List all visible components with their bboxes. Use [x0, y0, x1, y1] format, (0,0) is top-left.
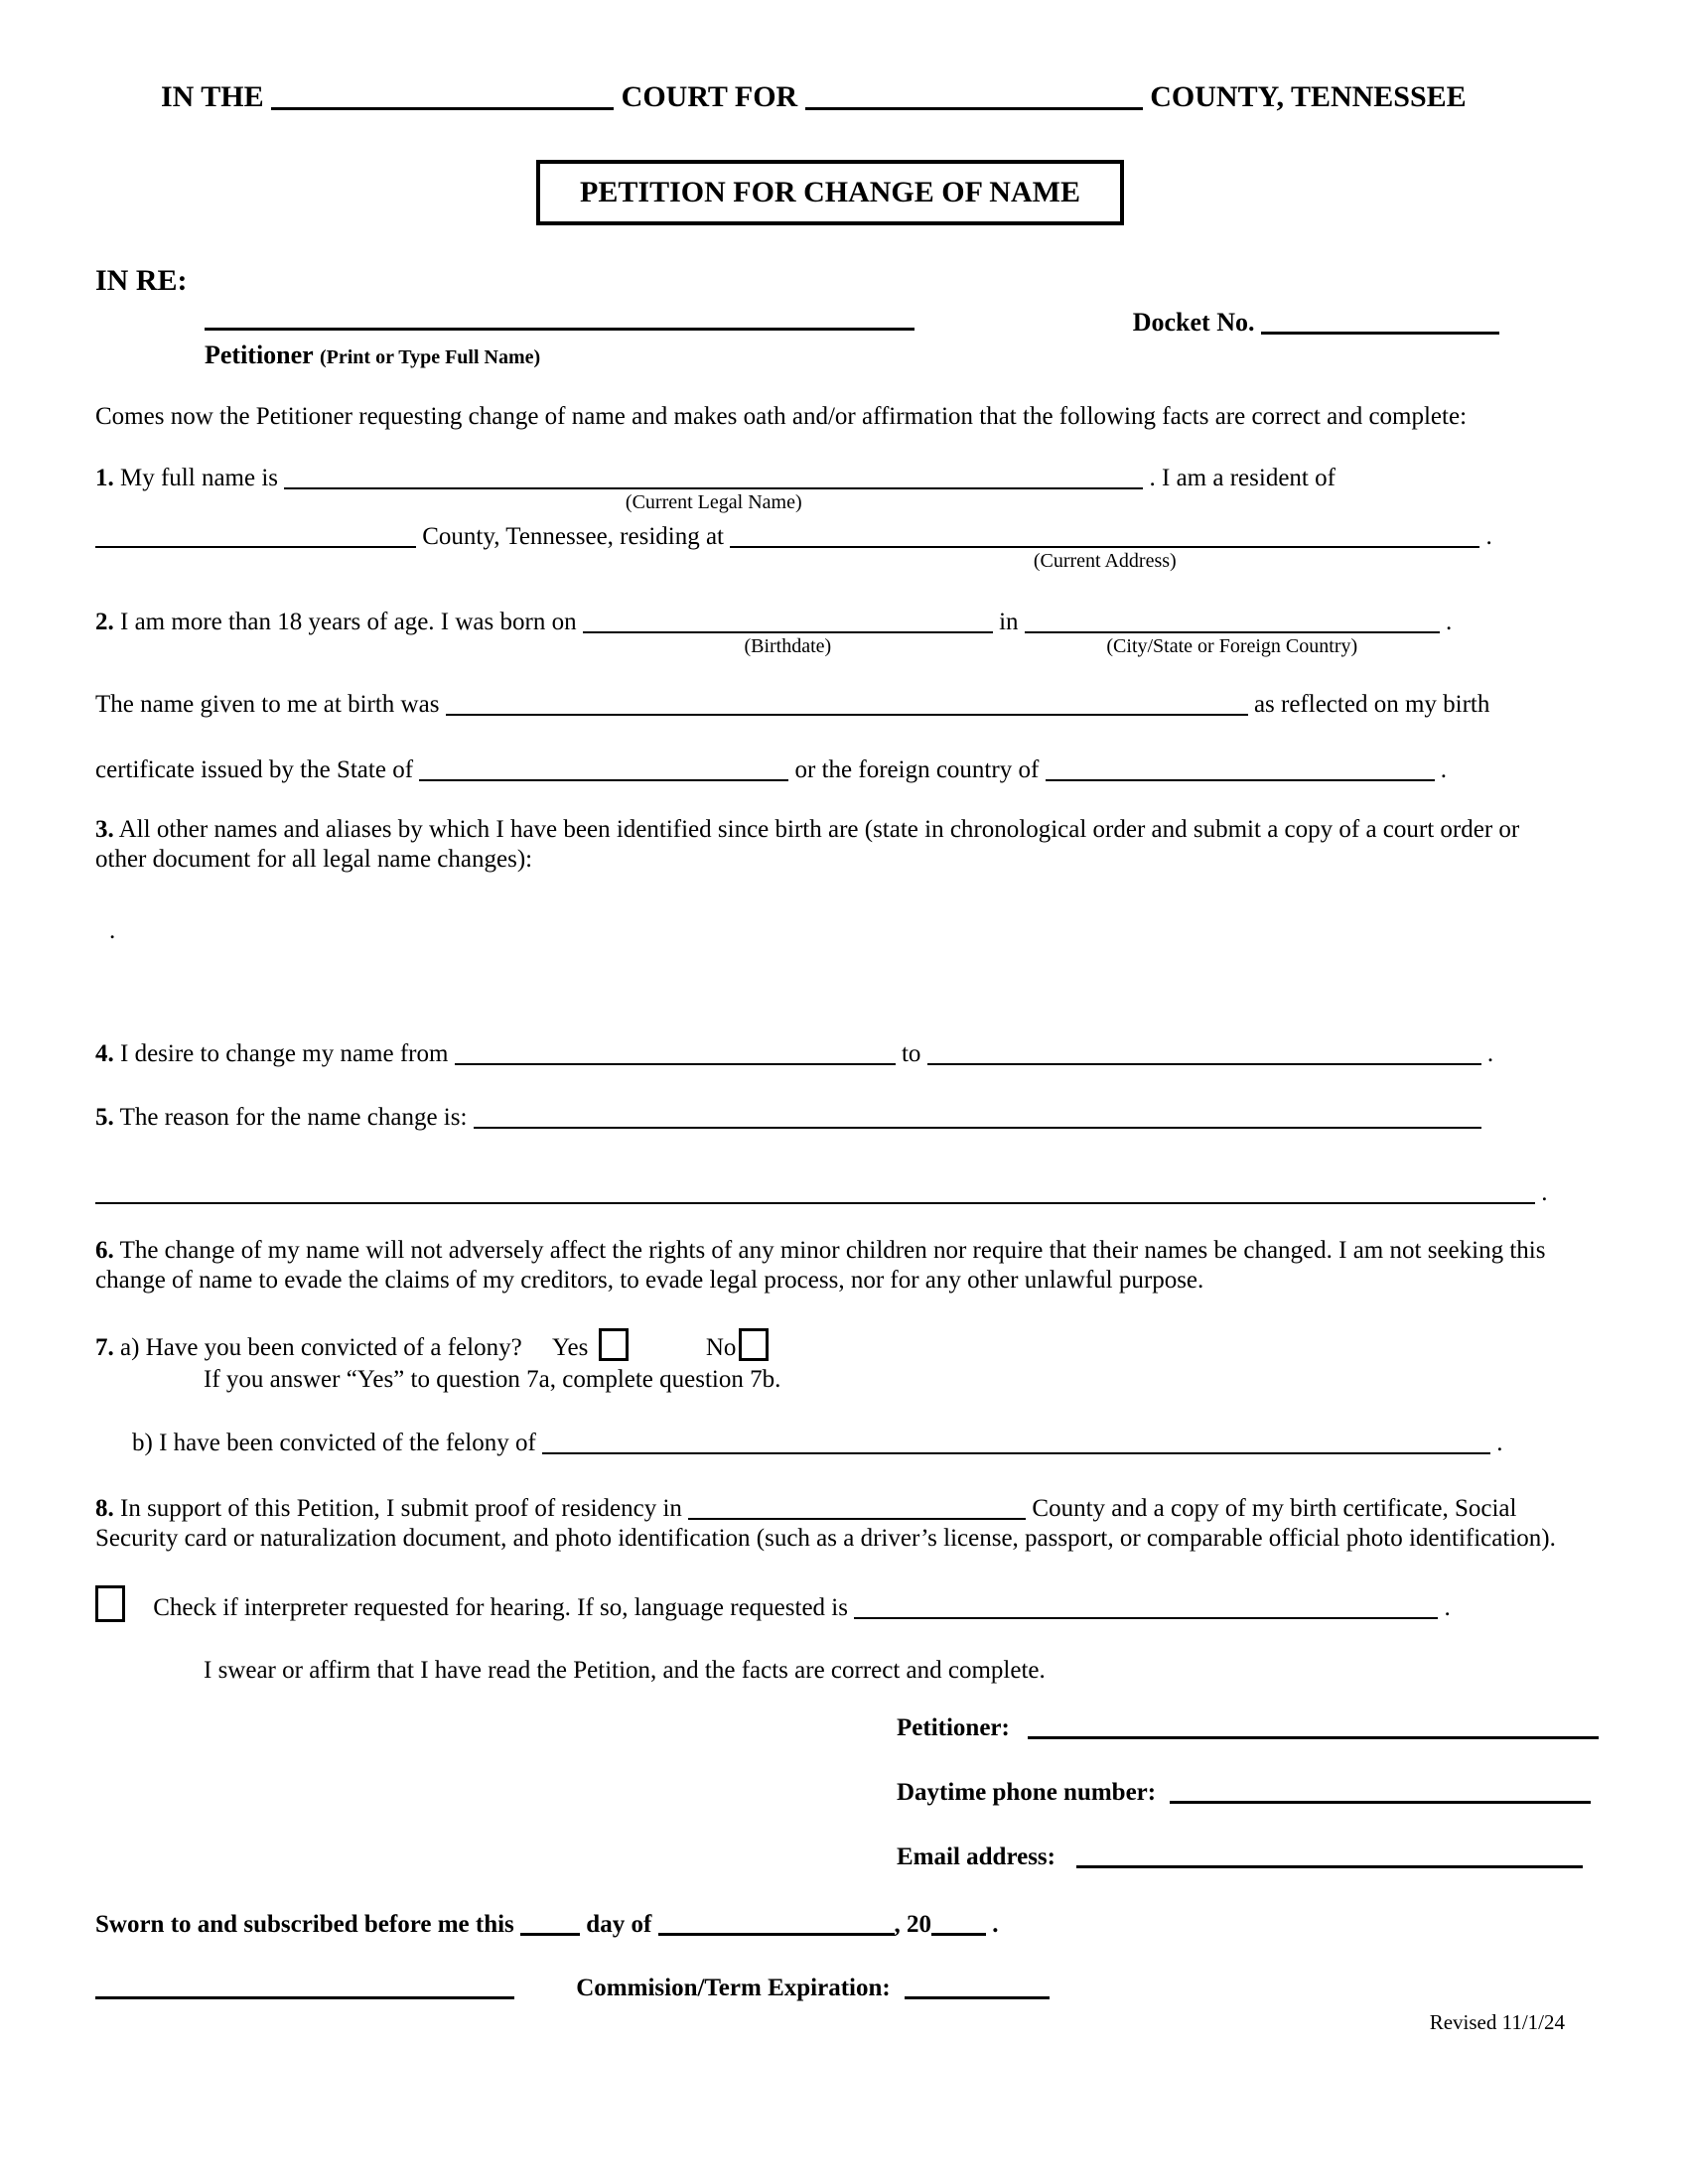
item-7b-period: . [1496, 1430, 1503, 1456]
docket-number-blank[interactable] [1261, 328, 1499, 335]
signature-petitioner-label: Petitioner: [897, 1714, 1010, 1741]
item-4-text-1: I desire to change my name from [120, 1040, 449, 1067]
item-2-text-3: . [1446, 609, 1453, 635]
revised-date: Revised 11/1/24 [1429, 2010, 1565, 2034]
item-4-text-2: to [901, 1040, 921, 1067]
current-legal-name-caption: (Current Legal Name) [625, 491, 802, 513]
item-2-line-3 [95, 755, 1565, 785]
item-1-text-1: My full name is [120, 465, 279, 491]
item-3-number: 3. [95, 816, 114, 843]
docket-label: Docket No. [1132, 308, 1255, 337]
item-1-text-2: . I am a resident of [1149, 465, 1336, 491]
birth-certificate-state-blank[interactable] [419, 775, 788, 781]
foreign-country-blank[interactable] [1046, 775, 1435, 781]
item-2-line-2 [95, 690, 1565, 720]
current-address-blank[interactable] [730, 542, 1479, 572]
interpreter-line [95, 1585, 1565, 1626]
item-2-text-5: as reflected on my birth [1253, 691, 1490, 718]
item-2-text-4: The name given to me at birth was [95, 691, 440, 718]
interpreter-period: . [1444, 1594, 1451, 1621]
county-name-blank[interactable] [805, 103, 1143, 110]
item-5-line-1 [95, 1103, 1565, 1133]
oath-paragraph: I swear or affirm that I have read the Petition, and the facts are correct and complete. [204, 1657, 1046, 1684]
item-6-text: The change of my name will not adversely affect the rights of any minor children nor require that their names be changed. I am not seeking this change of name to evade the claims of my creditors, to evade legal process, nor for any other unlawful purpose. [95, 1237, 1546, 1294]
signature-phone-label: Daytime phone number: [897, 1779, 1157, 1806]
item-1-number: 1. [95, 465, 114, 491]
item-8-paragraph [95, 1494, 1565, 1554]
item-8-number: 8. [95, 1495, 114, 1522]
name-change-from-blank[interactable] [455, 1059, 896, 1065]
sworn-text-4: . [992, 1911, 999, 1938]
sworn-text-2: day of [586, 1911, 652, 1938]
commission-expiration-blank[interactable] [905, 1992, 1050, 1999]
reason-blank-2[interactable] [95, 1198, 1535, 1204]
sworn-text-1: Sworn to and subscribed before me this [95, 1911, 514, 1938]
court-header [95, 79, 1565, 115]
item-7b-line [132, 1429, 1565, 1458]
item-7b-label: b) [132, 1430, 153, 1456]
item-8-text-1: In support of this Petition, I submit proof of residency in [120, 1495, 682, 1522]
item-7a-text: Have you been convicted of a felony? [145, 1334, 522, 1361]
commission-row [95, 1974, 1565, 2003]
reason-blank-1[interactable] [474, 1123, 1481, 1129]
signature-email-row [897, 1843, 1565, 1872]
birthplace-caption: (City/State or Foreign Country) [1106, 635, 1358, 657]
petitioner-signature-blank[interactable] [1028, 1732, 1599, 1739]
item-2-text-7: or the foreign country of [794, 756, 1040, 783]
item-2-text-6: certificate issued by the State of [95, 756, 414, 783]
sworn-text-3: , 20 [894, 1911, 932, 1938]
commission-label: Commision/Term Expiration: [576, 1975, 891, 2001]
interpreter-text: Check if interpreter requested for hearing. If so, language requested is [153, 1594, 848, 1621]
item-3-stray-period: . [109, 917, 116, 944]
header-court-for: COURT FOR [621, 80, 798, 113]
header-county-tennessee: COUNTY, TENNESSEE [1150, 80, 1467, 113]
item-1-line-2 [95, 522, 1565, 572]
signature-petitioner-row [897, 1713, 1565, 1743]
item-7b-text: I have been convicted of the felony of [159, 1430, 536, 1456]
sworn-line [95, 1910, 1565, 1940]
email-address-blank[interactable] [1076, 1861, 1583, 1868]
item-7a-note: If you answer “Yes” to question 7a, complete question 7b. [204, 1366, 781, 1393]
title-container [95, 160, 1565, 225]
name-change-to-blank[interactable] [927, 1059, 1481, 1065]
birthdate-blank[interactable] [583, 627, 993, 657]
form-title: PETITION FOR CHANGE OF NAME [536, 160, 1124, 225]
interpreter-checkbox[interactable] [95, 1585, 125, 1622]
residency-county-blank[interactable] [688, 1514, 1026, 1520]
signature-phone-row [897, 1778, 1565, 1808]
item-2-line-1 [95, 608, 1565, 657]
item-5-number: 5. [95, 1104, 114, 1131]
intro-paragraph: Comes now the Petitioner requesting change of name and makes oath and/or affirmation that the following facts are correct and complete: [95, 403, 1468, 430]
item-7-number: 7. [95, 1334, 114, 1361]
current-address-caption: (Current Address) [1033, 550, 1177, 572]
item-4-number: 4. [95, 1040, 114, 1067]
item-6-number: 6. [95, 1237, 114, 1264]
felony-no-label: No [705, 1334, 737, 1361]
signature-email-label: Email address: [897, 1843, 1055, 1870]
current-legal-name-blank[interactable] [284, 483, 1143, 513]
petitioner-caption-row [205, 341, 1565, 372]
item-2-text-8: . [1440, 756, 1448, 783]
item-5-text-1: The reason for the name change is: [119, 1104, 468, 1131]
sworn-year-blank[interactable] [931, 1929, 986, 1936]
county-of-residence-blank[interactable] [95, 542, 416, 548]
notary-signature-blank[interactable] [95, 1992, 514, 1999]
item-6-paragraph [95, 1236, 1565, 1296]
birth-name-blank[interactable] [446, 710, 1248, 716]
interpreter-language-blank[interactable] [854, 1613, 1438, 1619]
sworn-day-blank[interactable] [520, 1929, 580, 1936]
birthdate-caption: (Birthdate) [744, 635, 832, 657]
petitioner-name-blank[interactable] [205, 324, 914, 331]
felony-yes-label: Yes [551, 1334, 589, 1361]
item-1-text-3: County, Tennessee, residing at [422, 523, 724, 550]
felony-no-checkbox[interactable] [739, 1328, 769, 1361]
item-3-paragraph [95, 815, 1565, 875]
item-4-line [95, 1039, 1565, 1069]
item-4-text-3: . [1486, 1040, 1494, 1067]
item-3-text: All other names and aliases by which I have been identified since birth are (state in chronological order and submit a copy of a court order or other document for all legal name changes): [95, 816, 1520, 873]
petitioner-docket-row [95, 307, 1565, 339]
item-1-text-4: . [1485, 523, 1492, 550]
item-7a-line [95, 1328, 1565, 1365]
petitioner-hint: (Print or Type Full Name) [319, 346, 541, 368]
item-5-text-2: . [1541, 1179, 1548, 1206]
birthplace-blank[interactable] [1025, 627, 1440, 657]
header-in-the: IN THE [161, 80, 264, 113]
petitioner-label: Petitioner [205, 341, 314, 369]
item-7a-label: a) [120, 1334, 140, 1361]
court-name-blank[interactable] [271, 103, 614, 110]
in-re-label: IN RE: [95, 264, 188, 297]
docket-section [1133, 307, 1499, 339]
sworn-month-blank[interactable] [658, 1929, 895, 1936]
felony-description-blank[interactable] [542, 1448, 1490, 1454]
phone-number-blank[interactable] [1170, 1797, 1591, 1804]
item-8-text-2: County and a copy of my birth certificate, Social Security card or naturalization document, and photo identification (such as a driver’s license, passport, or comparable official photo identification). [95, 1495, 1556, 1552]
felony-yes-checkbox[interactable] [599, 1328, 629, 1361]
item-2-number: 2. [95, 609, 114, 635]
item-2-text-1: I am more than 18 years of age. I was born on [120, 609, 577, 635]
item-5-line-2 [95, 1178, 1565, 1208]
item-2-text-2: in [999, 609, 1019, 635]
item-1-line-1 [95, 464, 1565, 513]
